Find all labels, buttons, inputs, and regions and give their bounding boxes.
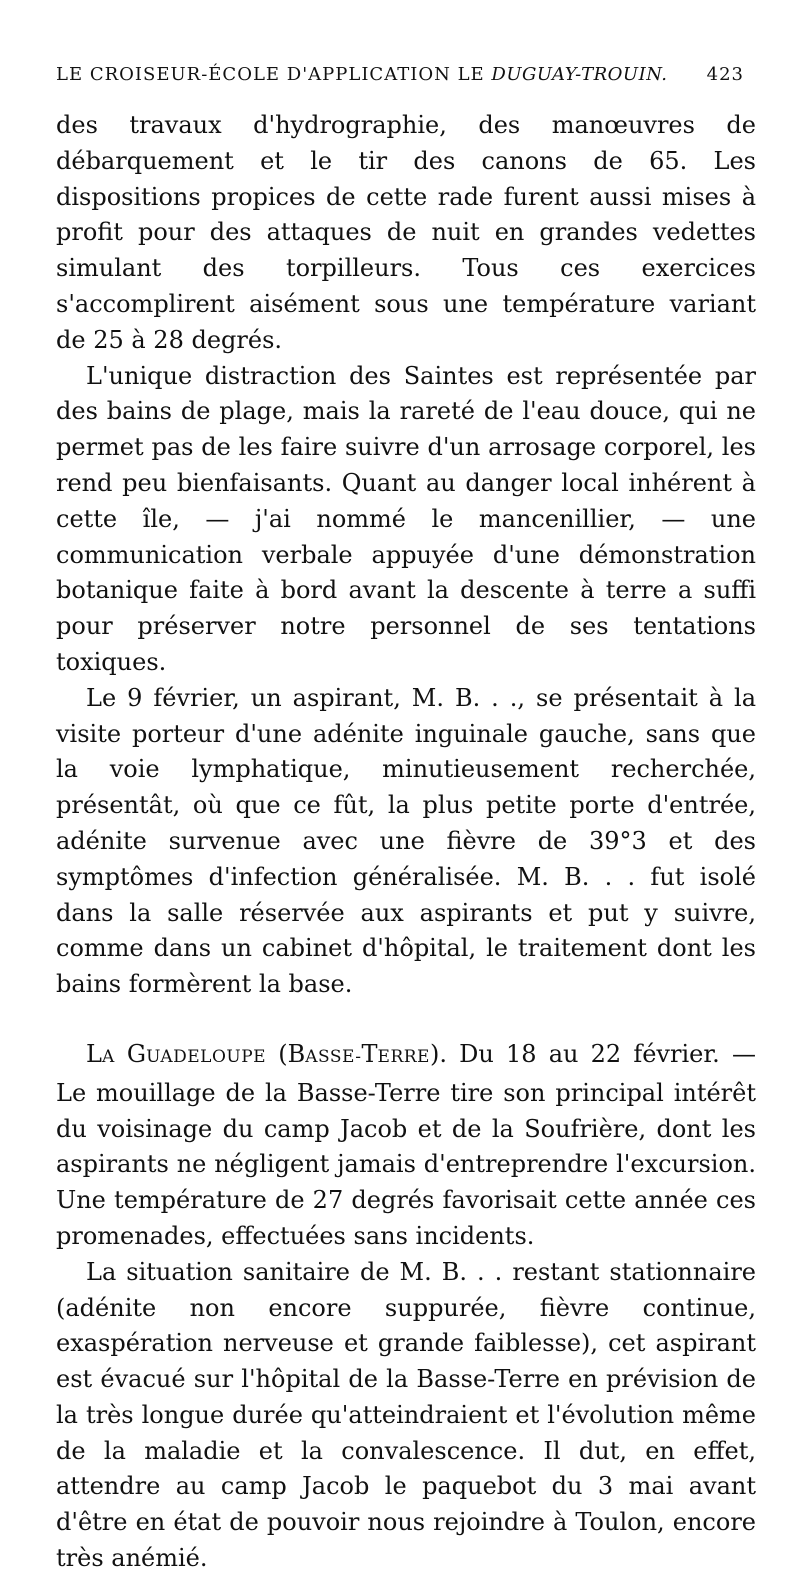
section-lead-text: Du 18 au 22 février. — Le mouillage de la Basse-Terre tire son principal intérêt du voisinage du camp Jacob et de la Soufrière, dont les aspirants ne négligent jamais d'entreprendre l'excursion. Une température de 27 degrés favorisait cette année ces promenades, effectuées sans incidents. bbox=[56, 1039, 756, 1250]
body-text bbox=[56, 108, 756, 1577]
page-number: 423 bbox=[706, 64, 744, 85]
running-title: LE CROISEUR-ÉCOLE D'APPLICATION LE DUGUAY-TROUIN. bbox=[56, 64, 668, 85]
running-header bbox=[56, 64, 744, 94]
section-lead-paragraph bbox=[56, 1037, 756, 1255]
section-heading: LA GUADELOUPE (BASSE-TERRE). bbox=[86, 1039, 447, 1068]
paragraph: La situation sanitaire de M. B. . . restant stationnaire (adénite non encore suppurée, fièvre continue, exaspération nerveuse et grande faiblesse), cet aspirant est évacué sur l'hôpital de la Basse-Terre en prévision de la très longue durée qu'atteindraient et l'évolution même de la maladie et la convalescence. Il dut, en effet, attendre au camp Jacob le paquebot du 3 mai avant d'être en état de pouvoir nous rejoindre à Toulon, encore très anémié. bbox=[56, 1257, 756, 1573]
section-gap bbox=[56, 1003, 756, 1037]
paragraph-continued: des travaux d'hydrographie, des manœuvres de débarquement et le tir des canons de 65. Les dispositions propices de cette rade furent aussi mises à profit pour des attaques de nuit en grandes vedettes simulant des torpilleurs. Tous ces exercices s'accomplirent aisément sous une température variant de 25 à 28 degrés. bbox=[56, 111, 756, 354]
paragraph: L'unique distraction des Saintes est représentée par des bains de plage, mais la rareté de l'eau douce, qui ne permet pas de les faire suivre d'un arrosage corporel, les rend peu bienfaisants. Quant au danger local inhérent à cette île, — j'ai nommé le mancenillier, — une communication verbale appuyée d'une démonstration botanique faite à bord avant la descente à terre a suffi pour préserver notre personnel de ses tentations toxiques. bbox=[56, 361, 756, 676]
ship-name: DUGUAY-TROUIN. bbox=[491, 64, 668, 85]
paragraph: Le 9 février, un aspirant, M. B. . ., se présentait à la visite porteur d'une adénite inguinale gauche, sans que la voie lymphatique, minutieusement recherchée, présentât, où que ce fût, la plus petite porte d'entrée, adénite survenue avec une fièvre de 39°3 et des symptômes d'infection généralisée. M. B. . . fut isolé dans la salle réservée aux aspirants et put y suivre, comme dans un cabinet d'hôpital, le traitement dont les bains formèrent la base. bbox=[56, 683, 756, 999]
